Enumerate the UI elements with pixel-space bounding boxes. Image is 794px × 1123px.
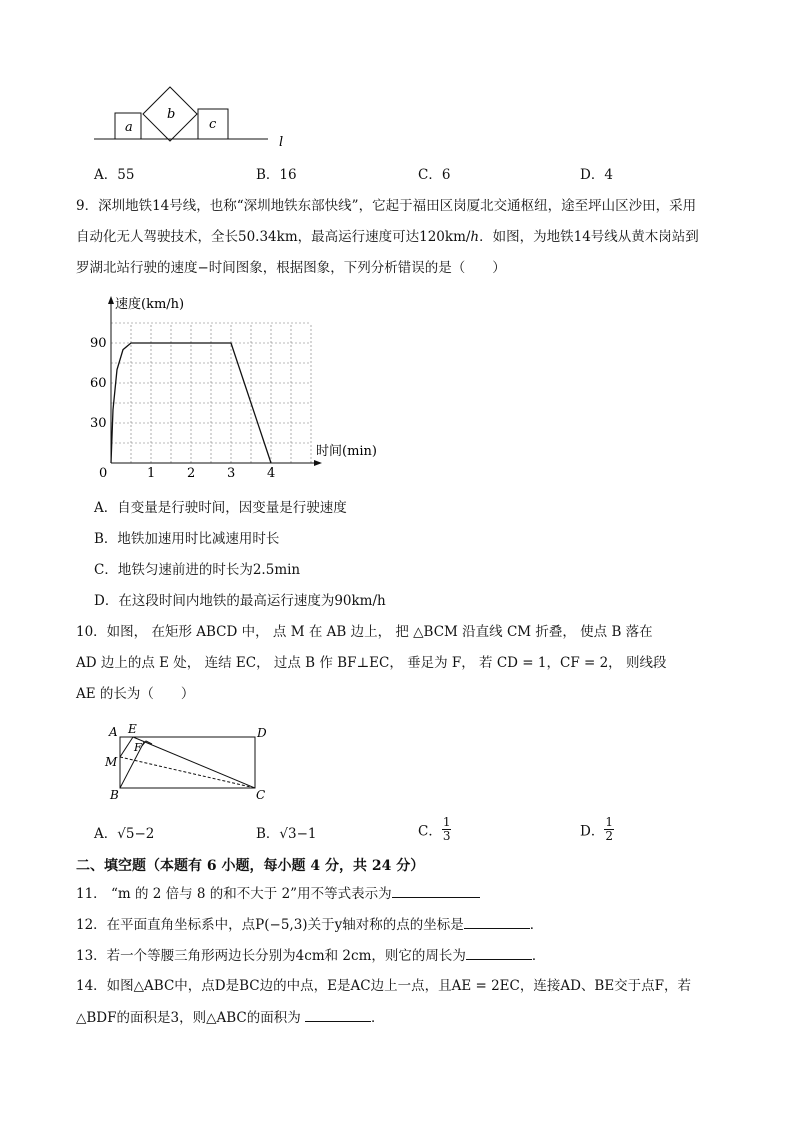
q10-line-2: AD 边上的点 E 处， 连结 EC， 过点 B 作 BF⊥EC， 垂足为 F， 若 CD = 1，CF = 2， 则线段 <box>76 655 667 671</box>
y-tick-label-90: 90 <box>90 336 107 351</box>
q9-line-3: 罗湖北站行驶的速度−时间图象，根据图象，下列分析错误的是（ ） <box>76 260 506 276</box>
y-axis-arrow <box>108 296 114 304</box>
q8-option-c: C．6 <box>418 167 451 183</box>
x-tick-label-4: 4 <box>267 466 276 481</box>
x-axis-arrow <box>314 460 322 466</box>
q10-figure <box>100 720 280 806</box>
label-E: E <box>128 722 137 736</box>
q9-line-1: 9．深圳地铁14号线，也称“深圳地铁东部快线”，它起于福田区岗厦北交通枢纽，途至坪山区沙田，采用 <box>76 198 697 214</box>
q8-option-d: D．4 <box>580 167 613 183</box>
label-c: c <box>209 117 217 132</box>
segment-mc-dashed <box>120 757 255 788</box>
q8-figure <box>90 78 290 148</box>
label-a: a <box>125 120 133 135</box>
q10-option-a: A．√5−2 <box>94 826 155 842</box>
label-l: l <box>279 135 284 148</box>
segment-me <box>120 737 133 757</box>
x-tick-label-0: 0 <box>99 466 108 481</box>
label-M: M <box>105 755 118 769</box>
x-tick-label-1: 1 <box>147 466 156 481</box>
q14-line-2: △BDF的面积是3，则△ABC的面积为 ． <box>76 1007 385 1028</box>
q9-option-d: D．在这段时间内地铁的最高运行速度为90km/h <box>94 593 386 609</box>
q13: 13．若一个等腰三角形两边长分别为4cm和 2cm，则它的周长为 ． <box>76 945 545 966</box>
q10-line-3: AE 的长为（ ） <box>76 686 195 702</box>
label-C: C <box>256 788 266 802</box>
q12-answer-blank[interactable] <box>464 914 530 929</box>
x-tick-label-2: 2 <box>187 466 196 481</box>
q12: 12．在平面直角坐标系中，点P(−5,3)关于y轴对称的点的坐标是 ． <box>76 914 543 935</box>
label-D: D <box>257 726 267 740</box>
y-tick-label-30: 30 <box>90 416 107 431</box>
label-b: b <box>167 107 176 122</box>
q8-option-b: B．16 <box>256 167 297 183</box>
x-tick-label-3: 3 <box>227 466 236 481</box>
q8-option-a: A．55 <box>94 167 135 183</box>
q14-answer-blank[interactable] <box>305 1007 371 1022</box>
fraction-one-third: $\frac{1}{3}$ <box>442 815 451 843</box>
label-A: A <box>109 725 118 739</box>
q9-speed-time-chart <box>86 292 396 482</box>
label-B: B <box>110 788 119 802</box>
q10-option-b: B．√3−1 <box>256 826 317 842</box>
q9-option-b: B．地铁加速用时比减速用时长 <box>94 531 280 547</box>
q11: 11． “m 的 2 倍与 8 的和不大于 2”用不等式表示为 <box>76 883 480 904</box>
q9-option-a: A．自变量是行驶时间，因变量是行驶速度 <box>94 500 347 516</box>
y-axis-label: 速度(km/h) <box>115 297 185 312</box>
fraction-one-half: $\frac{1}{2}$ <box>605 815 613 843</box>
q9-line-2: 自动化无人驾驶技术，全长50.34km，最高运行速度可达120km/ℎ．如图，为地铁14号线从黄木岗站到 <box>76 229 699 245</box>
x-axis-label: 时间(min) <box>316 444 378 459</box>
section-2-heading: 二、填空题（本题有 6 小题，每小题 4 分，共 24 分） <box>76 858 425 874</box>
q9-option-c: C．地铁匀速前进的时长为2.5min <box>94 562 301 578</box>
q10-option-d: D． $\frac{1}{2}$ <box>580 815 613 843</box>
segment-ec <box>133 737 255 788</box>
q10-option-c: C． $\frac{1}{3}$ <box>418 815 451 843</box>
y-tick-label-60: 60 <box>90 376 107 391</box>
label-F: F <box>134 741 142 754</box>
q10-line-1: 10．如图， 在矩形 ABCD 中， 点 M 在 AB 边上， 把 △BCM 沿直线 CM 折叠， 使点 B 落在 <box>76 624 653 640</box>
q11-answer-blank[interactable] <box>392 883 480 898</box>
q14-line-1: 14．如图△ABC中，点D是BC边的中点，E是AC边上一点，且AE = 2EC，连接AD、BE交于点F，若 <box>76 978 692 994</box>
q13-answer-blank[interactable] <box>466 945 532 960</box>
